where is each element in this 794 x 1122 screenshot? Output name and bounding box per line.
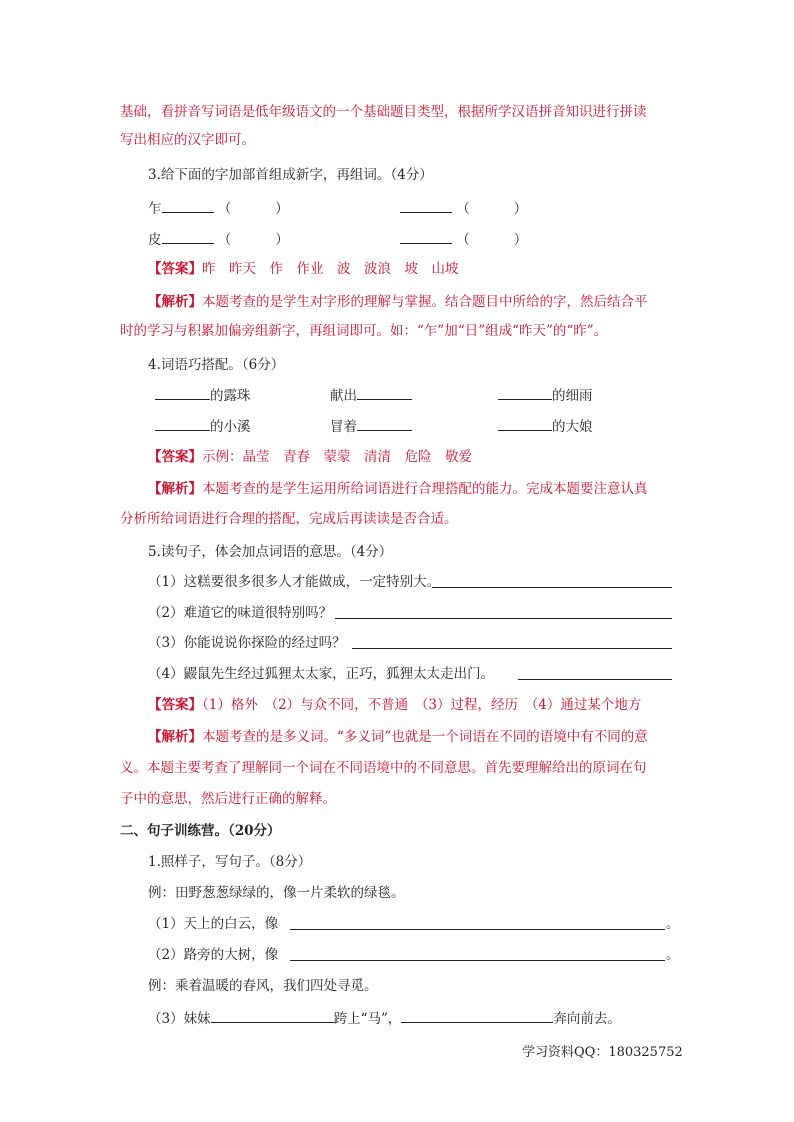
- q4-r2c3: 的大娘: [498, 416, 593, 436]
- blank[interactable]: [162, 229, 214, 244]
- answer-text: 昨 昨天 作 作业 波 波浪 坡 山坡: [202, 261, 459, 277]
- q3-row2-left: 皮 （ ）: [148, 229, 289, 249]
- q3-title: 3.给下面的字加部首组成新字，再组词。（4分）: [148, 167, 433, 183]
- answer-text: （1）格外 （2）与众不同，不普通 （3）过程，经历 （4）通过某个地方: [202, 697, 642, 713]
- blank[interactable]: [357, 385, 412, 400]
- q3-row1-left: 乍 （ ）: [148, 198, 289, 218]
- q5-analysis-line-2: 义。本题主要考查了理解同一个词在不同语境中的不同意思。首先要理解给出的原词在句: [120, 760, 647, 776]
- q4-r2c1: 的小溪: [155, 416, 251, 436]
- blank[interactable]: [155, 416, 210, 431]
- s2-item-2-blank[interactable]: [290, 946, 665, 961]
- s2-item-1: （1）天上的白云，像: [148, 916, 279, 932]
- q3-row1-right: （ ）: [400, 198, 527, 218]
- answer-text: 示例：晶莹 青春 蒙蒙 清清 危险 敬爱: [202, 449, 472, 465]
- blank[interactable]: [162, 198, 214, 213]
- s2-item-3-blank-2[interactable]: [401, 1008, 553, 1023]
- q4-analysis-line-1: 【解析】本题考查的是学生运用所给词语进行合理搭配的能力。完成本题要注意认真: [148, 481, 648, 497]
- q5-item-1-blank[interactable]: [432, 573, 672, 588]
- q5-analysis-line-1: 【解析】本题考查的是多义词。“多义词”也就是一个词语在不同的语境中有不同的意: [148, 729, 648, 745]
- blank[interactable]: [400, 229, 452, 244]
- s2-example-2: 例：乘着温暖的春风，我们四处寻觅。: [148, 978, 378, 994]
- blank[interactable]: [155, 385, 210, 400]
- blank[interactable]: [498, 385, 552, 400]
- analysis-label: 【解析】: [148, 294, 202, 310]
- q5-item-1: （1）这糕要很多很多人才能做成，一定特别大。: [148, 574, 441, 590]
- q4-r1c3: 的细雨: [498, 385, 593, 405]
- s2-item-2-period: 。: [666, 947, 680, 963]
- blank[interactable]: [400, 198, 452, 213]
- q3-analysis-line-2: 时的学习与积累加偏旁组新字，再组词即可。如：“乍”加“日”组成“昨天”的“昨”。: [120, 323, 608, 339]
- answer-label: 【答案】: [148, 697, 202, 713]
- s2-q1-title: 1.照样子，写句子。（8分）: [148, 854, 312, 870]
- footer-qq: 学习资料QQ：180325752: [522, 1045, 683, 1060]
- s2-item-2: （2）路旁的大树，像: [148, 947, 279, 963]
- answer-label: 【答案】: [148, 449, 202, 465]
- q4-r1c2: 献出: [330, 385, 412, 405]
- q4-r2c2: 冒着: [330, 416, 412, 436]
- s2-item-3: （3）妹妹 跨上“马”， 奔向前去。: [148, 1008, 621, 1028]
- q5-item-3-blank[interactable]: [352, 634, 672, 649]
- q5-item-3: （3）你能说说你探险的经过吗？: [148, 635, 346, 651]
- q4-title: 4.词语巧搭配。（6分）: [148, 357, 285, 373]
- q4-analysis-line-2: 分析所给词语进行合理的搭配，完成后再读读是否合适。: [120, 511, 458, 527]
- q5-item-4-blank[interactable]: [518, 665, 672, 680]
- q3-row2-right: （ ）: [400, 229, 527, 249]
- q3-answer: [148, 260, 459, 278]
- q3-row2-char: 皮: [148, 232, 162, 248]
- section-2-heading: 二、句子训练营。（20分）: [120, 823, 281, 839]
- intro-line-2: 写出相应的汉字即可。: [120, 132, 255, 148]
- q4-r1c1: 的露珠: [155, 385, 251, 405]
- q5-analysis-line-3: 子中的意思，然后进行正确的解释。: [120, 791, 336, 807]
- analysis-label: 【解析】: [148, 481, 202, 497]
- s2-example-1: 例：田野葱葱绿绿的，像一片柔软的绿毯。: [148, 885, 405, 901]
- s2-item-1-blank[interactable]: [290, 915, 665, 930]
- q5-answer: [148, 696, 641, 714]
- q5-item-4: （4）鼹鼠先生经过狐狸太太家，正巧，狐狸太太走出门。: [148, 666, 495, 682]
- q3-analysis-line-1: 【解析】本题考查的是学生对字形的理解与掌握。结合题目中所给的字，然后结合平: [148, 294, 648, 310]
- blank[interactable]: [357, 416, 412, 431]
- s2-item-1-period: 。: [666, 916, 680, 932]
- s2-item-3-blank-1[interactable]: [211, 1008, 334, 1023]
- q5-item-2-blank[interactable]: [335, 604, 672, 619]
- analysis-label: 【解析】: [148, 729, 202, 745]
- q3-row1-char: 乍: [148, 201, 162, 217]
- intro-line-1: 基础，看拼音写词语是低年级语文的一个基础题目类型，根据所学汉语拼音知识进行拼读: [120, 104, 647, 120]
- blank[interactable]: [498, 416, 552, 431]
- answer-label: 【答案】: [148, 261, 202, 277]
- q5-title: 5.读句子，体会加点词语的意思。（4分）: [148, 544, 393, 560]
- q5-item-2: （2）难道它的味道很特别吗？: [148, 605, 333, 621]
- q4-answer: [148, 448, 472, 466]
